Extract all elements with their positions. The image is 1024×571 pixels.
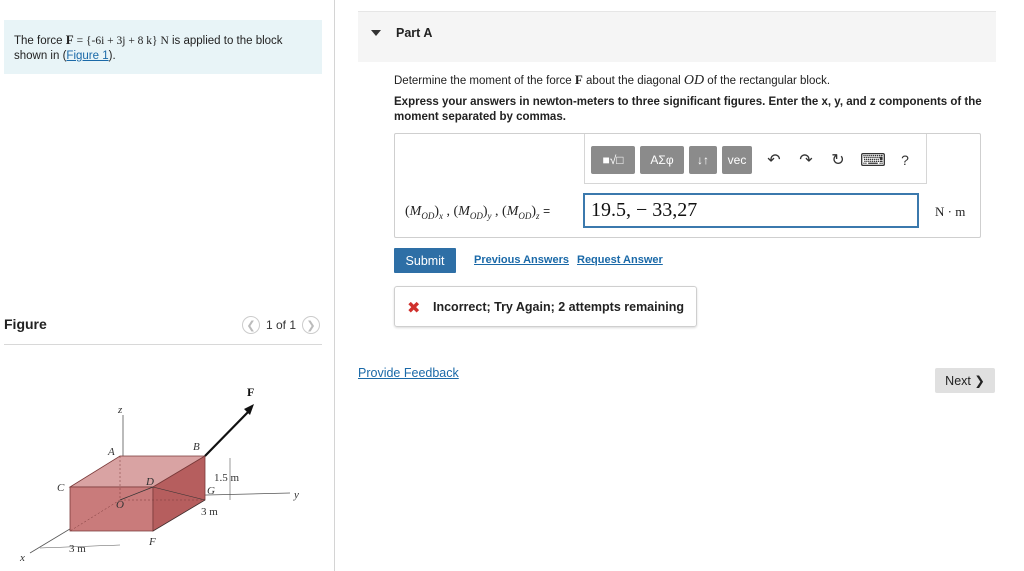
help-icon[interactable]: ? xyxy=(901,152,909,168)
question-mid: about the diagonal xyxy=(582,75,684,87)
next-button[interactable]: Next ❯ xyxy=(935,368,995,393)
figure-diagram xyxy=(0,380,334,571)
answer-input[interactable]: 19.5, − 33,27 xyxy=(583,193,919,228)
feedback-text: Incorrect; Try Again; 2 attempts remaining xyxy=(433,300,684,314)
pane-divider[interactable] xyxy=(334,0,335,571)
block-front xyxy=(70,487,153,531)
previous-answers-link[interactable]: Previous Answers xyxy=(474,254,569,266)
part-a-header[interactable] xyxy=(358,11,996,62)
error-x-icon: ✖ xyxy=(407,300,421,317)
figure-header xyxy=(4,314,322,345)
question-end: of the rectangular block. xyxy=(704,75,831,87)
chevron-right-icon[interactable]: ❯ xyxy=(302,316,320,334)
math-toolbar xyxy=(584,134,927,184)
left-pane xyxy=(0,0,334,571)
figure-link[interactable]: Figure 1 xyxy=(66,50,109,62)
keyboard-icon[interactable]: ⌨ xyxy=(860,149,886,170)
instructions-text: Express your answers in newton-meters to three significant figures. Enter the x, y, and z components of the moment separated by commas. xyxy=(394,96,982,123)
question-force: F xyxy=(574,72,583,87)
arrows-button[interactable]: ↓↑ xyxy=(689,146,717,174)
label-d: D xyxy=(146,476,154,488)
label-a: A xyxy=(108,446,115,458)
undo-icon[interactable]: ↶ xyxy=(767,152,781,169)
label-o: O xyxy=(116,499,124,511)
pager-text: 1 of 1 xyxy=(265,318,296,332)
request-answer-link[interactable]: Request Answer xyxy=(577,254,663,266)
greek-button[interactable]: ΑΣφ xyxy=(640,146,684,174)
label-c: C xyxy=(57,482,65,494)
label-y: y xyxy=(294,489,299,501)
answer-label: $(M_{OD})_x$ , $(M_{OD})_y$ , $(M_{OD})_z$ = xyxy=(405,204,551,221)
dim-3m-front: 3 m xyxy=(69,543,86,555)
problem-text-end: ). xyxy=(108,50,116,62)
dim-3m-side: 3 m xyxy=(201,506,218,518)
submit-button[interactable]: Submit xyxy=(394,248,456,273)
question-text xyxy=(394,72,994,89)
reset-icon[interactable]: ↻ xyxy=(831,152,845,169)
provide-feedback-link[interactable]: Provide Feedback xyxy=(358,366,459,380)
figure-pager xyxy=(242,316,320,334)
force-value: = {-6i + 3j + 8 k} N xyxy=(73,35,169,47)
feedback-message xyxy=(394,286,697,327)
redo-icon[interactable]: ↷ xyxy=(799,152,813,169)
part-title: Part A xyxy=(396,26,433,40)
answer-box xyxy=(394,133,981,238)
problem-text: The force xyxy=(14,35,66,47)
label-f-point: F xyxy=(149,536,156,548)
chevron-left-icon[interactable]: ❮ xyxy=(242,316,260,334)
label-force: F xyxy=(247,385,255,399)
question-od: OD xyxy=(683,73,705,88)
label-x: x xyxy=(20,552,25,564)
label-z: z xyxy=(118,404,123,416)
question-start: Determine the moment of the force xyxy=(394,75,575,87)
problem-statement xyxy=(4,20,322,74)
vec-button[interactable]: vec xyxy=(722,146,752,174)
template-button[interactable]: ■√□ xyxy=(591,146,635,174)
label-b: B xyxy=(193,441,200,453)
problem-text-after: is applied to the block shown in ( xyxy=(14,35,283,62)
dim-1-5m: 1.5 m xyxy=(214,472,240,484)
force-arrow xyxy=(205,410,250,456)
force-symbol: F xyxy=(65,32,74,47)
label-g: G xyxy=(207,485,215,497)
answer-unit: N · m xyxy=(935,204,966,219)
caret-down-icon[interactable] xyxy=(371,30,381,36)
figure-title: Figure xyxy=(4,316,47,332)
